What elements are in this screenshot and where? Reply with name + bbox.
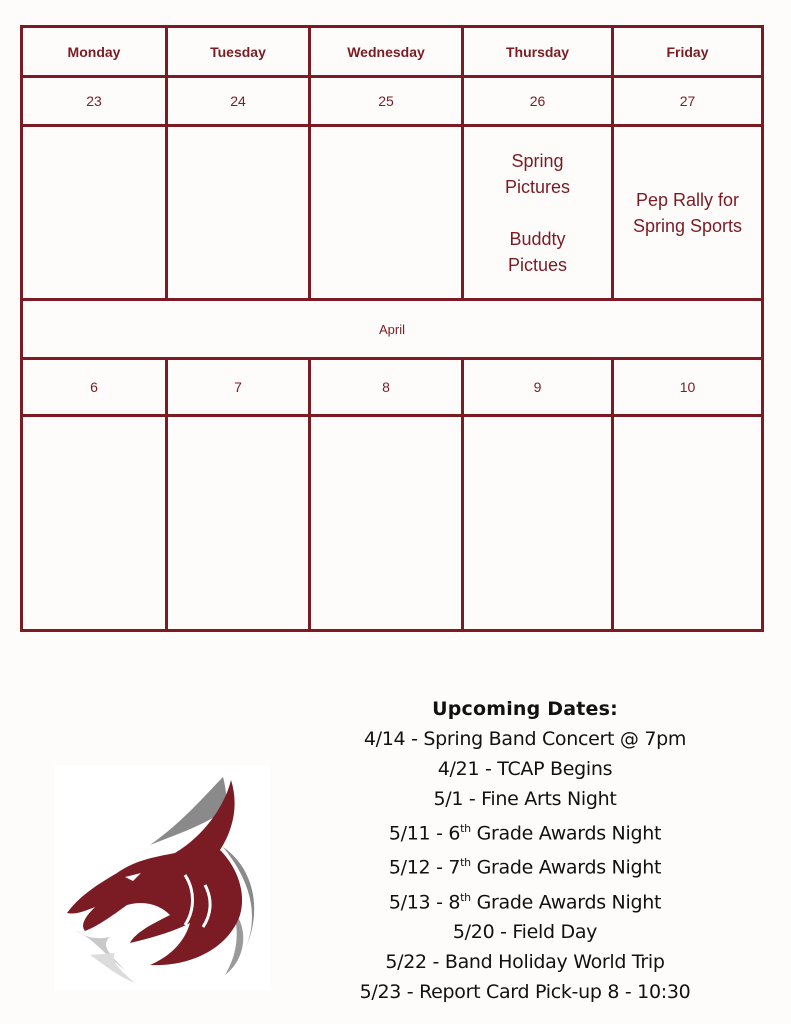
day-header-thursday: Thursday [464, 28, 614, 75]
upcoming-item: 5/20 - Field Day [452, 920, 598, 943]
day-header-monday: Monday [23, 28, 168, 75]
event-line: Pep Rally for [635, 189, 740, 210]
week2-event-row [23, 417, 761, 629]
upcoming-item: 5/12 - 7th Grade Awards Night [388, 856, 662, 879]
date-cell: 23 [23, 78, 168, 124]
date-cell: 9 [464, 360, 614, 414]
event-cell-thursday [464, 127, 614, 298]
event-cell [168, 417, 311, 629]
event-cell [23, 127, 168, 298]
day-header-friday: Friday [666, 43, 709, 60]
date-cell: 7 [168, 360, 311, 414]
dragon-logo-icon [55, 765, 270, 990]
event-cell [168, 127, 311, 298]
event-cell [23, 417, 168, 629]
day-header-wednesday: Wednesday [311, 28, 464, 75]
date-cell: 24 [168, 78, 311, 124]
event-line: Pictues [507, 254, 568, 275]
month-row [23, 301, 761, 357]
event-line: Spring [511, 150, 564, 171]
week1-date-row [23, 78, 761, 124]
date-cell: 26 [464, 78, 614, 124]
event-line: Spring Sports [632, 215, 743, 236]
upcoming-title: Upcoming Dates: [432, 698, 618, 720]
upcoming-item: 5/13 - 8th Grade Awards Night [388, 890, 662, 913]
upcoming-item: 5/11 - 6th Grade Awards Night [388, 822, 662, 845]
weekly-calendar [20, 25, 764, 632]
date-cell: 27 [679, 93, 696, 109]
event-cell [464, 417, 614, 629]
upcoming-item: 5/23 - Report Card Pick-up 8 - 10:30 [359, 980, 691, 1003]
event-cell [311, 127, 464, 298]
day-header-tuesday: Tuesday [168, 28, 311, 75]
event-cell-friday [614, 127, 761, 298]
month-label: April [378, 321, 405, 337]
dragon-logo-icon [55, 765, 270, 990]
date-cell: 25 [311, 78, 464, 124]
date-cell: 6 [23, 360, 168, 414]
event-line: Buddty [509, 228, 566, 249]
event-cell [311, 417, 464, 629]
week1-event-row [23, 127, 761, 298]
date-cell: 10 [679, 379, 696, 395]
event-line: Pictures [504, 176, 571, 197]
calendar-header-row [23, 28, 761, 75]
upcoming-item: 5/22 - Band Holiday World Trip [385, 950, 665, 973]
upcoming-item: 4/14 - Spring Band Concert @ 7pm [363, 728, 687, 750]
upcoming-dates [330, 698, 720, 1007]
upcoming-item: 5/1 - Fine Arts Night [433, 788, 617, 810]
week2-date-row [23, 360, 761, 414]
upcoming-item: 4/21 - TCAP Begins [437, 758, 613, 780]
date-cell: 8 [311, 360, 464, 414]
event-cell [614, 417, 761, 629]
